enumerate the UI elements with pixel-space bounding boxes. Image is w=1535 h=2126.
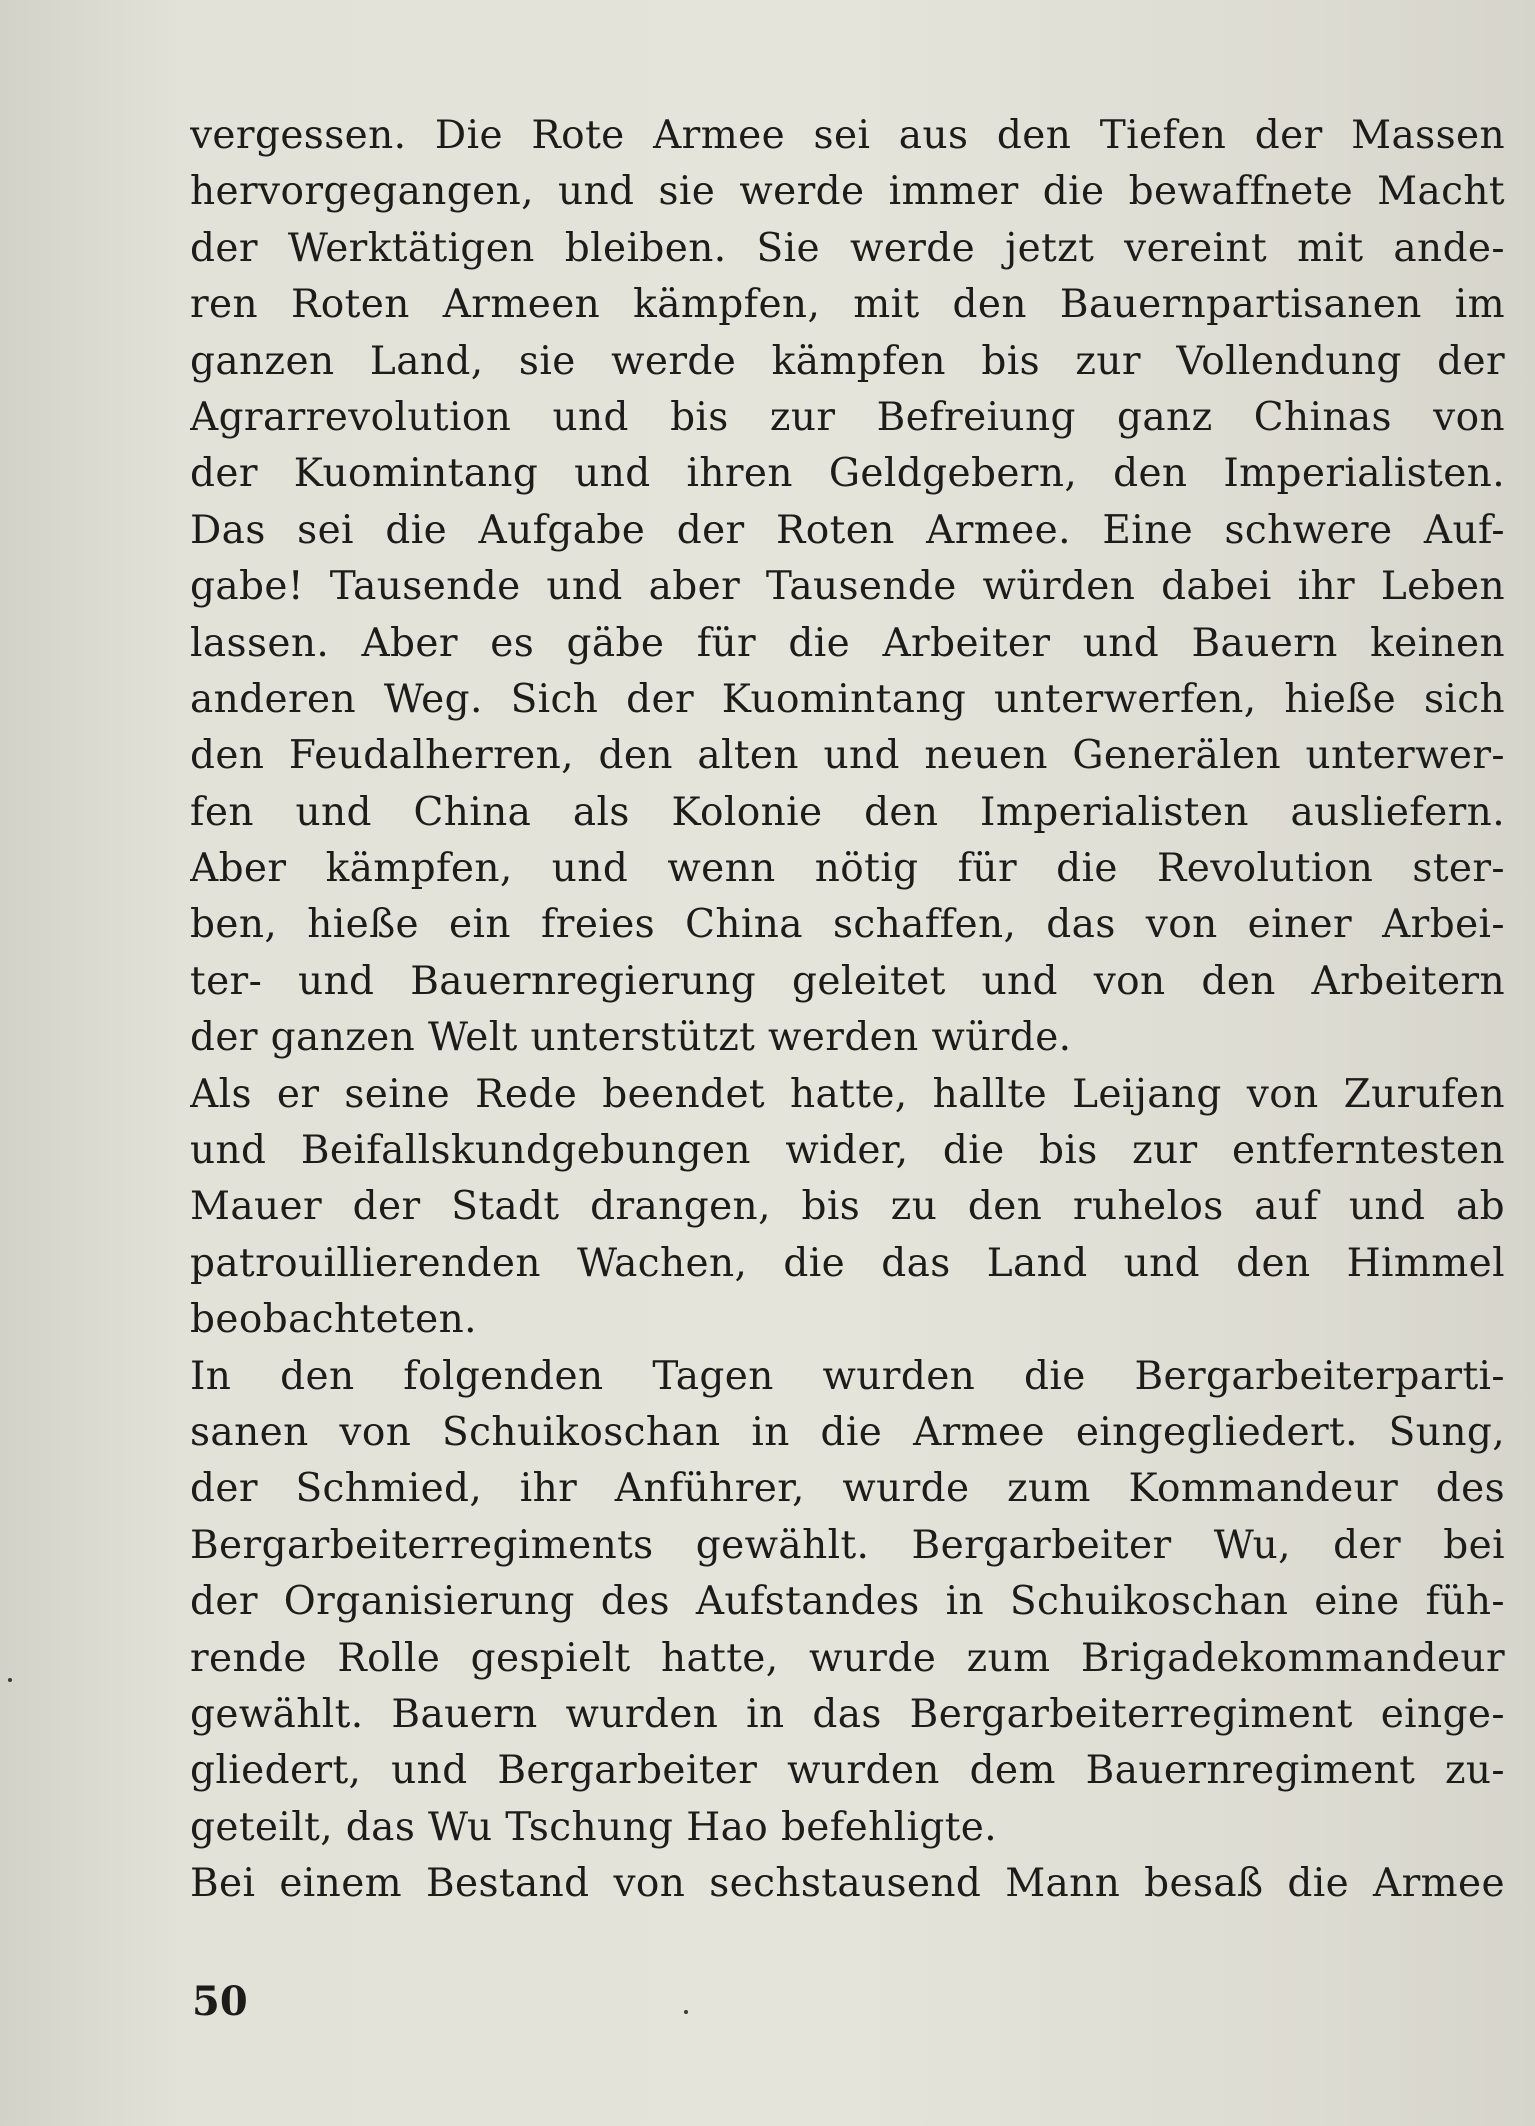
text-line-content: patrouillierenden Wachen, die das Land und den Himmel [190,1240,1505,1286]
text-line-content: gliedert, und Bergarbeiter wurden dem Bauernregiment zu- [190,1748,1505,1794]
speck [684,2010,688,2014]
text-line [190,559,1505,615]
text-line-content: hervorgegangen, und sie werde immer die bewaffnete Macht [190,169,1505,215]
text-line-content: fen und China als Kolonie den Imperialisten ausliefern. [190,789,1505,835]
text-line-content: Bei einem Bestand von sechstausend Mann besaß die Armee [190,1861,1505,1907]
text-line [190,672,1505,728]
speck [8,1678,12,1682]
text-line [190,616,1505,672]
text-line [190,1292,1505,1348]
text-line-content: den Feudalherren, den alten und neuen Generälen unterwer- [190,733,1505,779]
text-line [190,1631,1505,1687]
text-line [190,1405,1505,1461]
text-line [190,1179,1505,1235]
text-line [190,1461,1505,1517]
text-line [190,1574,1505,1630]
text-line-content: der Kuomintang und ihren Geldgebern, den Imperialisten. [190,451,1505,497]
text-line [190,1010,1505,1066]
text-line [190,954,1505,1010]
text-line [190,503,1505,559]
text-line-content: ren Roten Armeen kämpfen, mit den Bauernpartisanen im [190,282,1505,328]
text-line [190,390,1505,446]
text-line-content: ganzen Land, sie werde kämpfen bis zur Vollendung der [190,338,1505,384]
text-line-content: der Organisierung des Aufstandes in Schuikoschan eine füh- [190,1579,1505,1625]
text-line [190,1518,1505,1574]
text-line-content: der Werktätigen bleiben. Sie werde jetzt vereint mit ande- [190,225,1505,271]
text-line-content: gewählt. Bauern wurden in das Bergarbeiterregiment einge- [190,1691,1505,1737]
text-line [190,1067,1505,1123]
text-line-content: und Beifallskundgebungen wider, die bis zur entferntesten [190,1128,1505,1174]
text-line-content: beobachteten. [190,1297,477,1343]
text-line-content: Bergarbeiterregiments gewählt. Bergarbeiter Wu, der bei [190,1522,1505,1568]
text-line [190,1856,1505,1912]
text-line-content: gabe! Tausende und aber Tausende würden dabei ihr Leben [190,564,1505,610]
text-line-content: vergessen. Die Rote Armee sei aus den Tiefen der Massen [190,113,1505,158]
text-line-content: rende Rolle gespielt hatte, wurde zum Brigadekommandeur [190,1635,1505,1681]
text-line [190,785,1505,841]
text-line-content: der Schmied, ihr Anführer, wurde zum Kommandeur des [190,1466,1505,1512]
text-line [190,1236,1505,1292]
text-line-content: ben, hieße ein freies China schaffen, das von einer Arbei- [190,902,1505,948]
text-line-content: ter- und Bauernregierung geleitet und von den Arbeitern [190,958,1505,1004]
text-line-content: Mauer der Stadt drangen, bis zu den ruhelos auf und ab [190,1184,1505,1230]
text-line-content: Als er seine Rede beendet hatte, hallte Leijang von Zurufen [190,1071,1505,1117]
text-line-content: Das sei die Aufgabe der Roten Armee. Eine schwere Auf- [190,507,1505,553]
text-line-content: sanen von Schuikoschan in die Armee eingegliedert. Sung, [190,1409,1505,1455]
text-line [190,334,1505,390]
text-line-content: lassen. Aber es gäbe für die Arbeiter und Bauern keinen [190,620,1505,666]
text-line-content: Aber kämpfen, und wenn nötig für die Revolution ster- [190,846,1505,892]
text-line [190,841,1505,897]
text-line [190,728,1505,784]
text-line [190,897,1505,953]
text-line [190,164,1505,220]
text-line-content: der ganzen Welt unterstützt werden würde. [190,1015,1072,1061]
text-line [190,1687,1505,1743]
text-line-content: geteilt, das Wu Tschung Hao befehligte. [190,1804,998,1850]
text-line [190,446,1505,502]
text-line [190,1800,1505,1856]
text-line [190,221,1505,277]
text-line-content: Agrarrevolution und bis zur Befreiung ganz Chinas von [190,394,1505,440]
text-line-content: In den folgenden Tagen wurden die Bergarbeiterparti- [190,1353,1505,1399]
body-text [190,108,1505,1913]
page-number: 50 [192,1978,248,2025]
text-line [190,1743,1505,1799]
text-line [190,108,1505,164]
text-line [190,1123,1505,1179]
text-line [190,277,1505,333]
text-line [190,1349,1505,1405]
text-line-content: anderen Weg. Sich der Kuomintang unterwerfen, hieße sich [190,676,1505,722]
